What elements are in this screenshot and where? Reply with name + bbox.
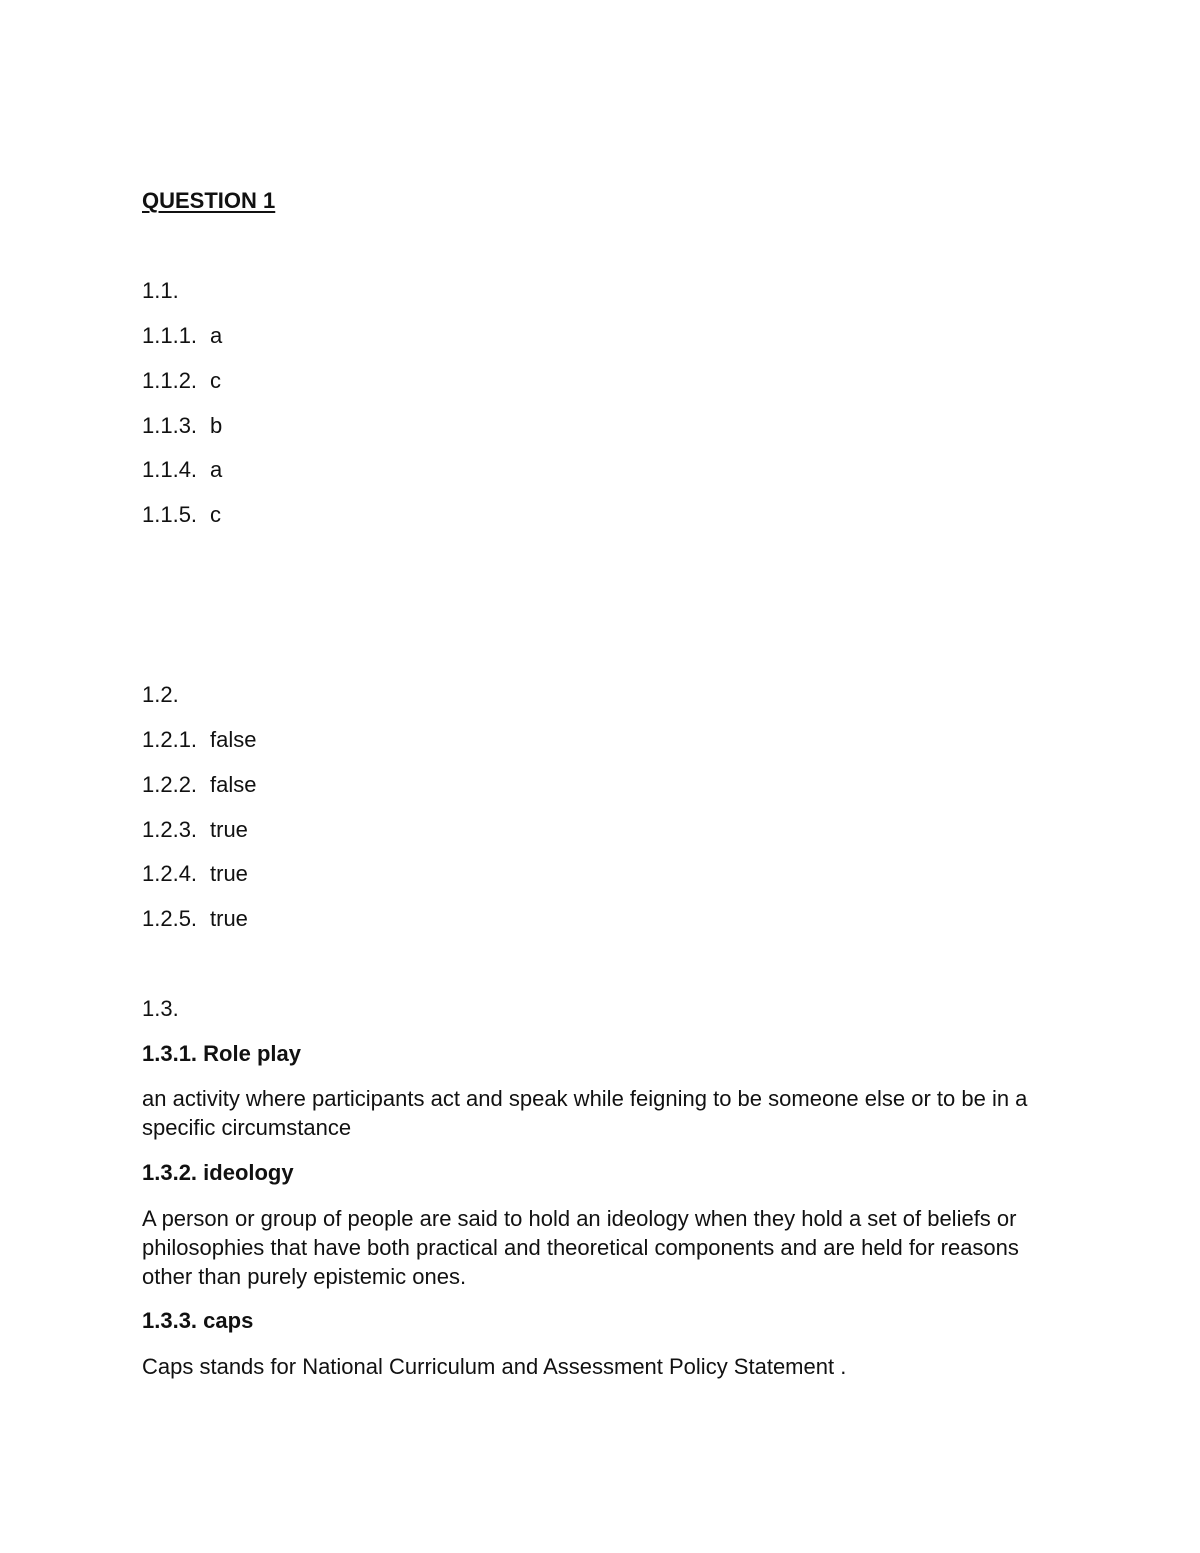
answer-value: true xyxy=(210,906,248,931)
answer-number: 1.2.4. xyxy=(142,861,198,886)
answer-row xyxy=(142,726,256,754)
answer-value: c xyxy=(210,368,221,393)
answer-row xyxy=(142,501,221,529)
question-heading: QUESTION 1 xyxy=(142,188,276,213)
answer-number: 1.1.4. xyxy=(142,457,198,482)
answer-number: 1.1.2. xyxy=(142,368,198,393)
answer-row xyxy=(142,816,248,844)
answer-value: c xyxy=(210,502,221,527)
answer-row xyxy=(142,412,222,440)
answer-number: 1.1.1. xyxy=(142,323,198,348)
answer-number: 1.2.3. xyxy=(142,817,198,842)
term-definition: A person or group of people are said to hold an ideology when they hold a set of beliefs or philosophies that have both practical and theoretical components and are held for reasons other than purely epistemic ones. xyxy=(142,1206,1019,1289)
section-1-1-label: 1.1. xyxy=(142,278,179,303)
answer-row xyxy=(142,860,248,888)
answer-value: a xyxy=(210,457,223,482)
answer-row xyxy=(142,367,221,395)
answer-value: false xyxy=(210,772,257,797)
answer-row xyxy=(142,905,248,933)
answer-number: 1.2.5. xyxy=(142,906,198,931)
answer-value: true xyxy=(210,817,248,842)
section-1-2-label: 1.2. xyxy=(142,682,179,707)
answer-number: 1.2.2. xyxy=(142,772,198,797)
answer-row xyxy=(142,771,256,799)
term-definition: an activity where participants act and speak while feigning to be someone else or to be in a specific circumstance xyxy=(142,1086,1028,1140)
term-title: 1.3.1. Role play xyxy=(142,1041,301,1066)
answer-value: false xyxy=(210,727,257,752)
answer-row xyxy=(142,322,222,350)
term-title: 1.3.2. ideology xyxy=(142,1160,294,1185)
answer-value: a xyxy=(210,323,223,348)
section-1-3-label: 1.3. xyxy=(142,996,179,1021)
answer-value: b xyxy=(210,413,223,438)
term-title: 1.3.3. caps xyxy=(142,1308,254,1333)
answer-number: 1.2.1. xyxy=(142,727,198,752)
answer-number: 1.1.3. xyxy=(142,413,198,438)
answer-row xyxy=(142,456,222,484)
answer-number: 1.1.5. xyxy=(142,502,198,527)
answer-value: true xyxy=(210,861,248,886)
term-definition: Caps stands for National Curriculum and Assessment Policy Statement . xyxy=(142,1354,847,1379)
